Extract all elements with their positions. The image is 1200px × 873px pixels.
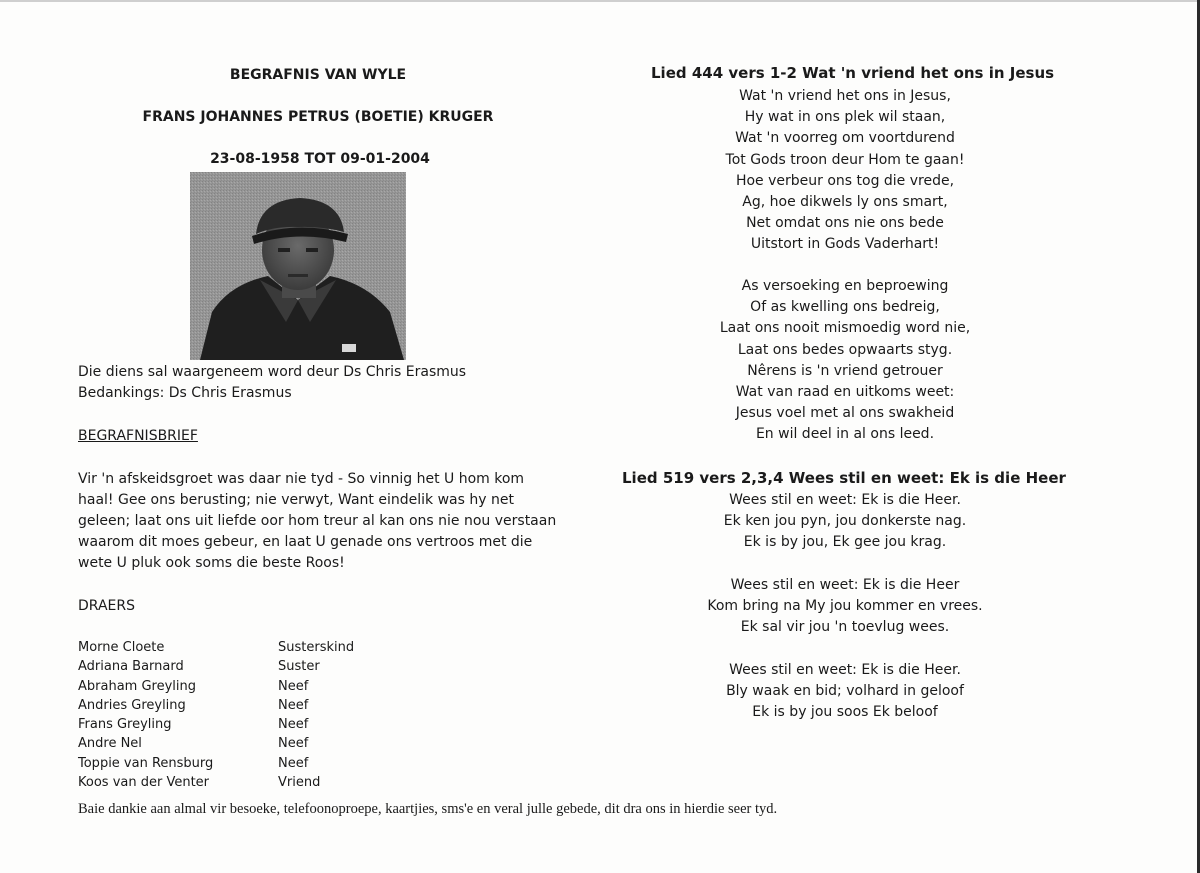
verse-line: Wees stil en weet: Ek is die Heer. (729, 662, 961, 678)
letter-body (78, 469, 568, 574)
bearer-name: Frans Greyling (78, 717, 172, 733)
verse-line: Ek is by jou, Ek gee jou krag. (743, 534, 947, 551)
verse-line: Ek sal vir jou 'n toevlug wees. (740, 619, 950, 636)
hymn-444-verse-1 (645, 86, 1045, 256)
bearer-name: Andre Nel (78, 736, 142, 752)
bearer-relation: Susterskind (278, 640, 355, 655)
letter-heading: BEGRAFNISBRIEF (78, 428, 198, 444)
bearer-name: Abraham Greyling (78, 678, 196, 694)
bearer-relation: Neef (278, 755, 309, 771)
letter-line: waarom dit moes gebeur, en laat U genade ons vertroos met die (78, 534, 533, 550)
bearer-relation: Neef (278, 678, 309, 694)
verse-line: Wees stil en weet: Ek is die Heer (730, 577, 960, 593)
bearer-name: Morne Cloete (78, 640, 165, 655)
verse-line: Uitstort in Gods Vaderhart! (750, 236, 940, 253)
bearers-heading: DRAERS (78, 598, 135, 614)
bearer-relation: Neef (278, 736, 309, 752)
letter-line: wete U pluk ook soms die beste Roos! (78, 555, 345, 571)
page-top-edge (0, 0, 1200, 2)
portrait-photo (190, 172, 406, 360)
letter-line: geleen; laat ons uit liefde oor hom treur al kan ons nie nou verstaan (78, 513, 557, 529)
verse-line: Bly waak en bid; volhard in geloof (726, 683, 964, 700)
verse-line: As versoeking en beproewing (741, 278, 949, 294)
verse-line: En wil deel in al ons leed. (755, 426, 935, 443)
letter-line: Vir 'n afskeidsgroet was daar nie tyd - So vinnig het U hom kom (78, 471, 525, 487)
verse-line: Nêrens is 'n vriend getrouer (747, 362, 943, 379)
hymn-519-verse-3 (645, 660, 1045, 724)
bearer-relation: Suster (278, 659, 320, 675)
verse-line: Tot Gods troon deur Hom te gaan! (725, 151, 965, 168)
thank-you-note: Baie dankie aan almal vir besoeke, telefoonoproepe, kaartjies, sms'e en veral julle gebede, dit dra ons in hierdie seer tyd. (78, 801, 778, 817)
verse-line: Kom bring na My jou kommer en vrees. (707, 598, 983, 615)
hymn-444-verse-2 (645, 276, 1045, 446)
verse-line: Laat ons bedes opwaarts styg. (737, 341, 953, 358)
bearer-name: Toppie van Rensburg (78, 755, 214, 771)
verse-line: Laat ons nooit mismoedig word nie, (719, 320, 971, 337)
verse-line: Hoe verbeur ons tog die vrede, (735, 172, 955, 189)
verse-line: Of as kwelling ons bedreig, (750, 299, 940, 316)
hymn-519-verse-2 (645, 575, 1045, 639)
hymn-519-verse-1 (645, 490, 1045, 554)
bearer-relation: Neef (278, 697, 309, 713)
verse-line: Wat 'n vriend het ons in Jesus, (739, 88, 951, 104)
hymn-444-title: Lied 444 vers 1-2 Wat 'n vriend het ons in Jesus (651, 64, 1055, 82)
bearer-name: Koos van der Venter (78, 775, 210, 791)
verse-line: Ek is by jou soos Ek beloof (752, 704, 938, 721)
verse-line: Ag, hoe dikwels ly ons smart, (742, 194, 948, 211)
bearer-relation: Vriend (278, 775, 321, 791)
verse-line: Wees stil en weet: Ek is die Heer. (729, 492, 961, 508)
hymn-519-title: Lied 519 vers 2,3,4 Wees stil en weet: Ek is die Heer (622, 469, 1066, 487)
bearer-name: Andries Greyling (78, 697, 186, 713)
service-thanks: Bedankings: Ds Chris Erasmus (78, 385, 292, 401)
service-officiant: Die diens sal waargeneem word deur Ds Chris Erasmus (78, 364, 467, 380)
letter-line: haal! Gee ons berusting; nie verwyt, Want eindelik was hy net (78, 492, 514, 508)
verse-line: Net omdat ons nie ons bede (746, 215, 944, 232)
verse-line: Hy wat in ons plek wil staan, (744, 109, 946, 126)
verse-line: Wat 'n voorreg om voortdurend (735, 130, 955, 147)
bearer-name: Adriana Barnard (78, 659, 184, 675)
deceased-name: FRANS JOHANNES PETRUS (BOETIE) KRUGER (142, 109, 494, 125)
bearer-relation: Neef (278, 717, 309, 733)
verse-line: Wat van raad en uitkoms weet: (735, 384, 955, 401)
life-dates: 23-08-1958 TOT 09-01-2004 (210, 151, 430, 167)
verse-line: Jesus voel met al ons swakheid (735, 405, 955, 422)
header-title: BEGRAFNIS VAN WYLE (229, 67, 407, 83)
verse-line: Ek ken jou pyn, jou donkerste nag. (723, 513, 967, 530)
